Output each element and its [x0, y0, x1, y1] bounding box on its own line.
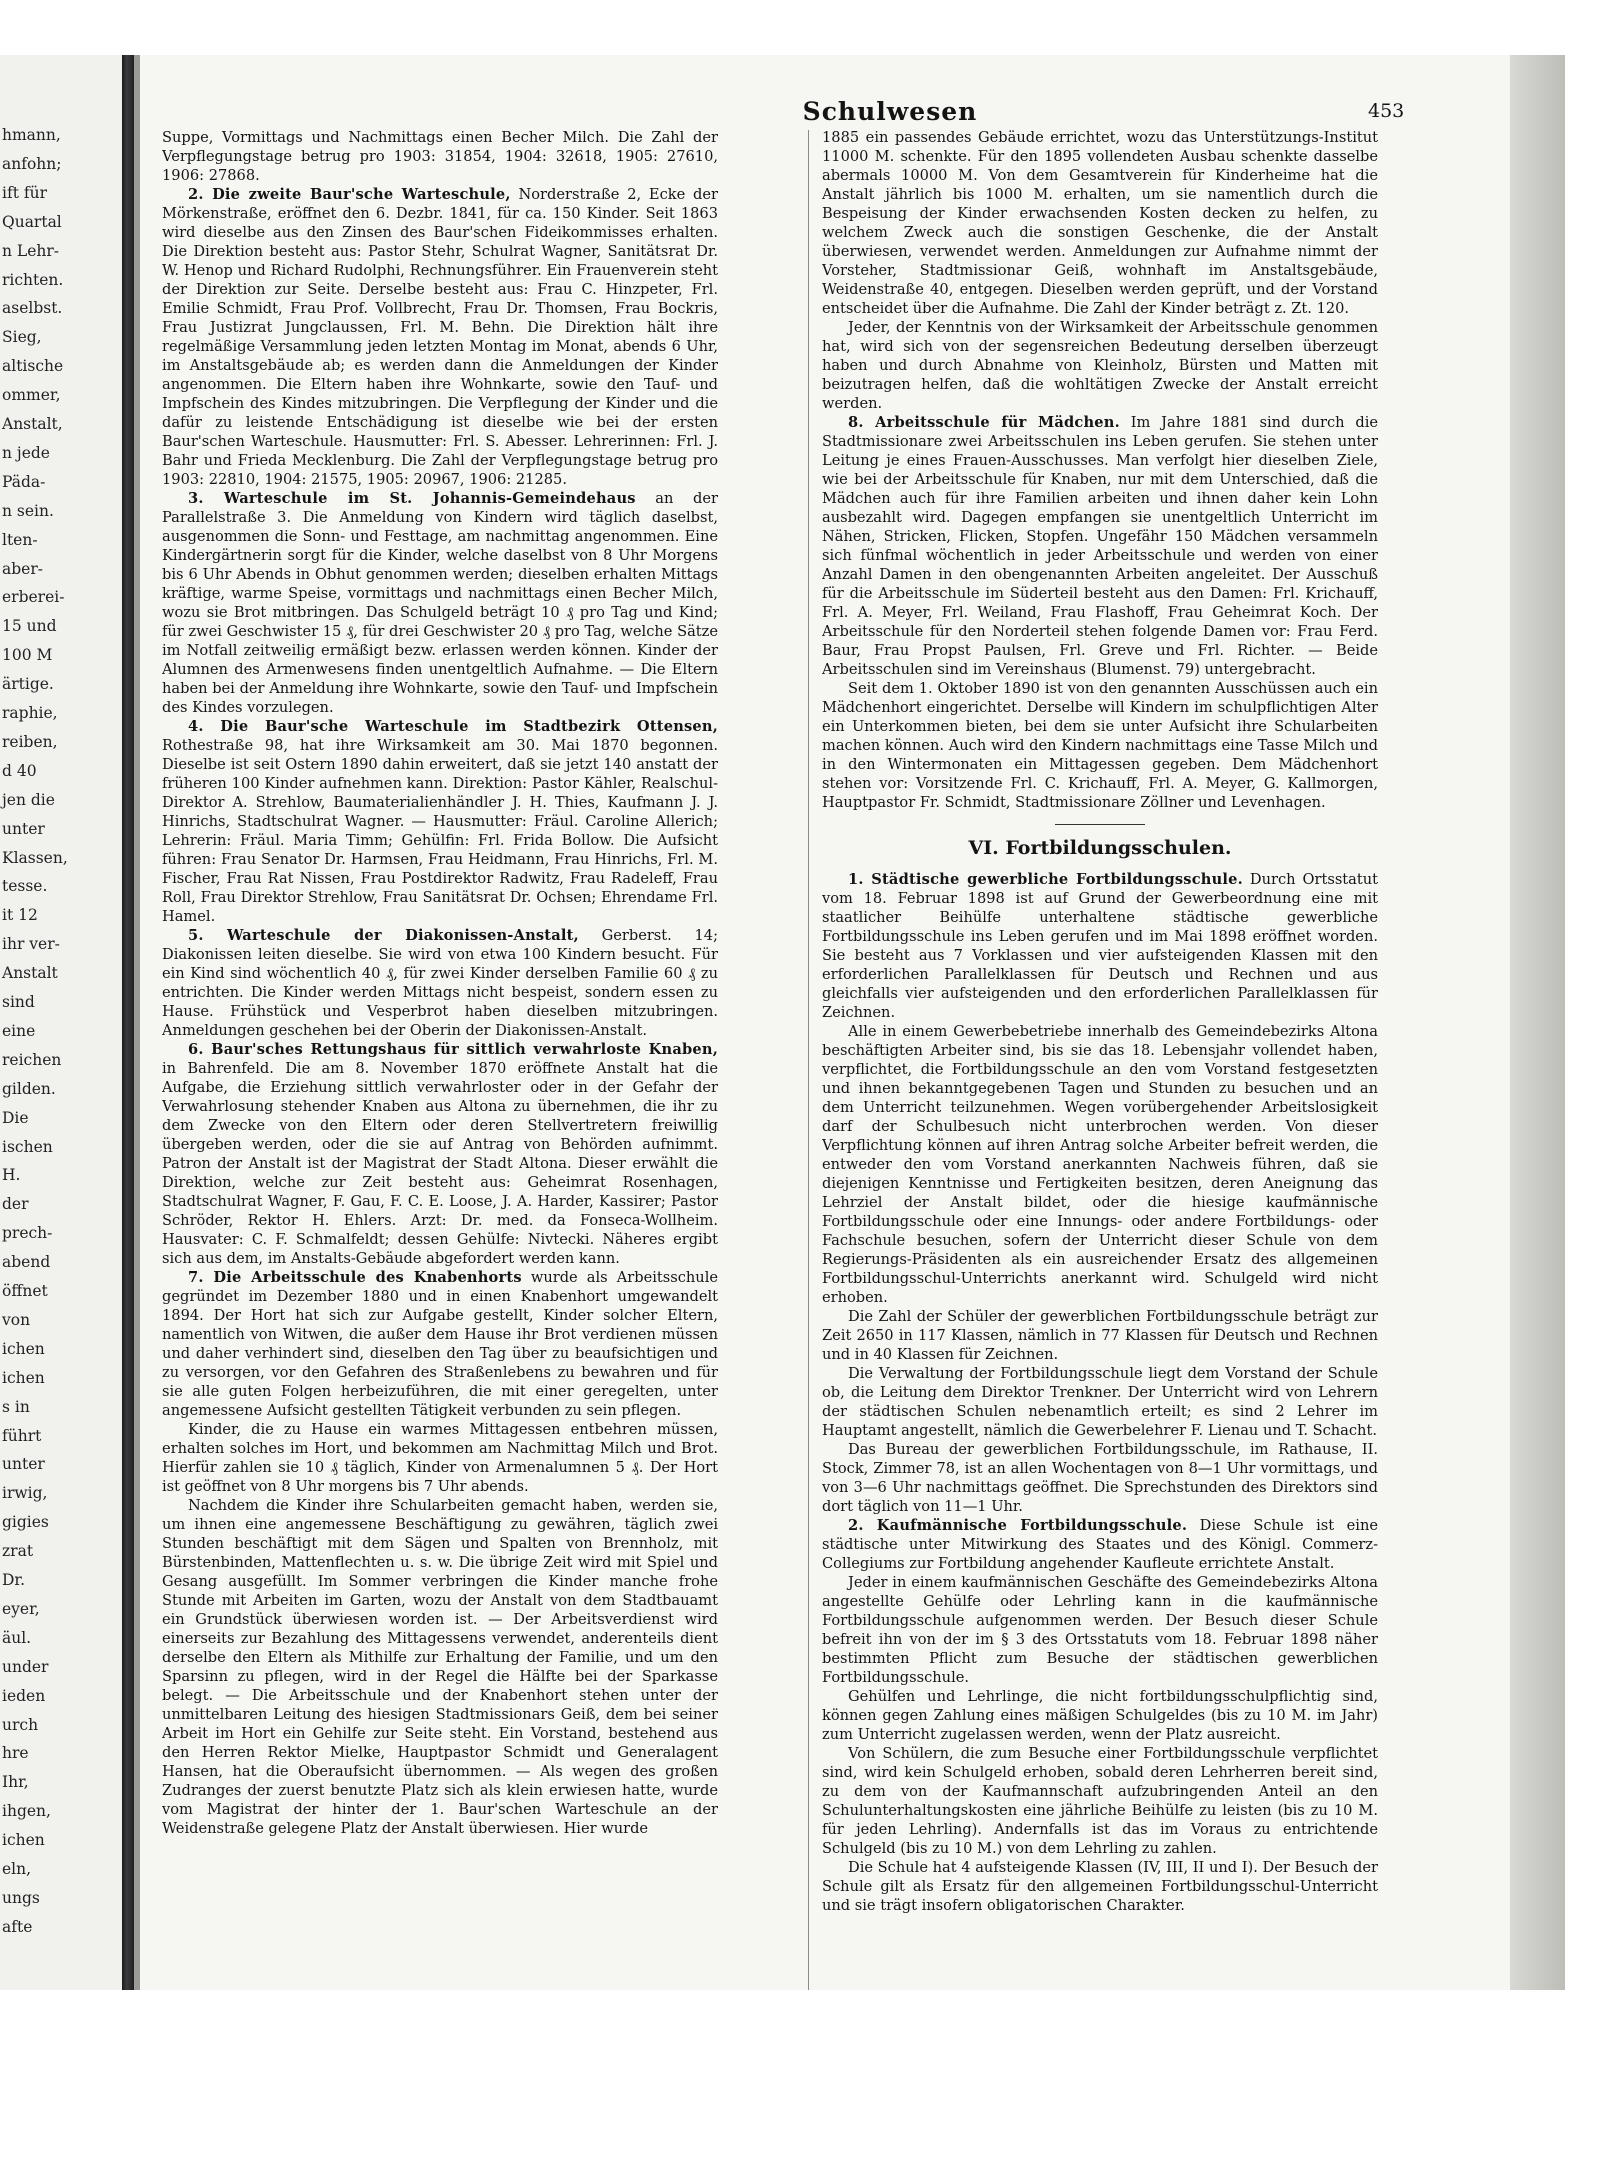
prev-page-fragment: ischen	[2, 1137, 53, 1156]
prev-page-fragment: Sieg,	[2, 328, 42, 347]
page-edge-right	[1510, 55, 1565, 1990]
paragraph	[162, 1496, 718, 1838]
paragraph	[822, 1307, 1378, 1364]
paragraph-heading: 2. Kaufmännische Fortbildungsschule.	[848, 1517, 1188, 1534]
paragraph-heading: 3. Warteschule im St. Johannis-Gemeindehaus	[188, 490, 636, 507]
prev-page-fragment: öffnet	[2, 1282, 48, 1300]
prev-page-fragment: n Lehr-	[2, 241, 60, 260]
prev-page-fragment: Klassen,	[2, 848, 68, 867]
paragraph-text: Durch Ortsstatut vom 18. Februar 1898 ist auf Grund der Gewerbeordnung eine mit staatlicher Beihülfe unterhaltene städtische gewerbliche Fortbildungsschule ins Leben gerufen und im Mai 1898 eröffnet worden. Sie besteht aus 7 Vorklassen und vier aufsteigenden Klassen mit den erforderlichen Parallelklassen für Deutsch und Rechnen und aus gleichfalls vier aufsteigenden und den erforderlichen Parallelklassen für Zeichnen.	[822, 871, 1378, 1021]
prev-page-fragment: aselbst.	[2, 299, 63, 318]
prev-page-fragment: eln,	[2, 1860, 32, 1878]
prev-page-fragment: gigies	[2, 1513, 49, 1532]
prev-page-fragment: äul.	[2, 1628, 32, 1647]
paragraph-text: Gerberst. 14; Diakonissen leiten dieselbe. Sie wird von etwa 100 Kindern besucht. Für ein Kind sind wöchentlich 40 ₰, für zwei Kinder derselben Familie 60 ₰ zu entrichten. Die Kinder werden Mittags nicht bespeist, sondern essen zu Hause. Frühstück und Vesperbrot haben dieselben mitzubringen. Anmeldungen geschehen bei der Oberin der Diakonissen-Anstalt.	[162, 927, 718, 1039]
prev-page-fragment: ärtige.	[2, 675, 54, 694]
paragraph-heading: 8. Arbeitsschule für Mädchen.	[848, 414, 1120, 431]
prev-page-fragment: under	[2, 1657, 49, 1676]
prev-page-fragment: lten-	[2, 530, 38, 549]
prev-page-fragment: irwig,	[2, 1484, 48, 1503]
prev-page-fragment: afte	[2, 1917, 33, 1936]
paragraph-text: Gehülfen und Lehrlinge, die nicht fortbildungsschulpflichtig sind, können gegen Zahlung eines mäßigen Schulgeldes (bis zu 10 M. im Jahr) zum Unterricht zugelassen werden, wenn der Platz ausreicht.	[822, 1688, 1378, 1743]
prev-page-fragment: it 12	[2, 906, 38, 925]
paragraph	[822, 1687, 1378, 1744]
prev-page-fragment: Päda-	[2, 472, 46, 491]
paragraph-text: Die Schule hat 4 aufsteigende Klassen (IV, III, II und I). Der Besuch der Schule gilt als Ersatz für den allgemeinen Fortbildungsschul-Unterricht und sie trägt insofern obligatorischen Charakter.	[822, 1859, 1378, 1914]
prev-page-fragment: ommer,	[2, 386, 61, 405]
prev-page-fragment: eyer,	[2, 1599, 40, 1618]
prev-page-fragment: H.	[2, 1166, 21, 1185]
paragraph-text: Diese Schule ist eine städtische unter Mitwirkung des Staates und des Königl. Commerz-Collegiums zur Fortbildung angehender Kaufleute errichtete Anstalt.	[822, 1517, 1378, 1572]
paragraph	[822, 413, 1378, 679]
prev-page-fragment: ift für	[2, 183, 47, 202]
prev-page-fragment: reiben,	[2, 732, 58, 751]
paragraph-text: Im Jahre 1881 sind durch die Stadtmissionare zwei Arbeitsschulen ins Leben gerufen. Sie stehen unter Leitung je eines Frauen-Ausschusses. Man verfolgt hier dieselben Ziele, wie bei der Arbeitsschule für Knaben, nur mit dem Unterschied, daß die Mädchen auch für ihre Familien arbeiten und ihnen daher kein Lohn ausbezahlt wird. Dagegen empfangen sie unentgeltlich Unterricht im Nähen, Stricken, Flicken, Stopfen. Ungefähr 150 Mädchen versammeln sich fünfmal wöchentlich in jeder Arbeitsschule und werden von einer Anzahl Damen in den obengenannten Arbeiten angeleitet. Der Ausschuß für die Arbeitsschule im Süderteil besteht aus den Damen: Frl. Krichauff, Frl. A. Meyer, Frl. Weiland, Frau Flashoff, Frau Geheimrat Koch. Der Arbeitsschule für den Norderteil stehen folgende Damen vor: Frau Ferd. Baur, Frau Propst Paulsen, Frl. Greve und Frl. Richter. — Beide Arbeitsschulen sind im Vereinshaus (Blumenst. 79) untergebracht.	[822, 414, 1378, 678]
paragraph-text: Die Zahl der Schüler der gewerblichen Fortbildungsschule beträgt zur Zeit 2650 in 117 Klassen, nämlich in 77 Klassen für Deutsch und Rechnen und in 40 Klassen für Zeichnen.	[822, 1308, 1378, 1363]
paragraph	[162, 1420, 718, 1496]
prev-page-fragment: erberei-	[2, 588, 65, 607]
paragraph	[822, 128, 1378, 318]
prev-page-fragment: Anstalt,	[2, 415, 63, 433]
paragraph	[162, 1040, 718, 1268]
prev-page-fragment: gilden.	[2, 1079, 56, 1098]
paragraph	[822, 1573, 1378, 1687]
paragraph-text: Rothestraße 98, hat ihre Wirksamkeit am 30. Mai 1870 begonnen. Dieselbe ist seit Ostern 1890 dahin erweitert, daß sie jetzt 140 anstatt der früheren 100 Kinder aufnehmen kann. Direktion: Pastor Kähler, Realschul-Direktor A. Strehlow, Baumaterialienhändler J. H. Thies, Kaufmann J. J. Hinrichs, Stadtschulrat Wagner. — Hausmutter: Fräul. Caroline Allerich; Lehrerin: Fräul. Maria Timm; Gehülfin: Frl. Frida Bollow. Die Aufsicht führen: Frau Senator Dr. Harmsen, Frau Heidmann, Frau Hinrichs, Frl. M. Fischer, Frau Rat Nissen, Frau Postdirektor Radwitz, Frau Radeleff, Frau Roll, Frau Direktor Strehlow, Frau Sanitätsrat Dr. Ochsen; Ehrendame Frl. Hamel.	[162, 737, 718, 925]
paragraph-heading: 2. Die zweite Baur'sche Warteschule,	[188, 186, 511, 203]
prev-page-fragment: jen die	[2, 790, 55, 809]
prev-page-fragment: Quartal	[2, 212, 62, 231]
previous-page-edge	[0, 55, 122, 1990]
book-gutter	[122, 55, 134, 1990]
paragraph-text: Suppe, Vormittags und Nachmittags einen Becher Milch. Die Zahl der Verpflegungstage betrug pro 1903: 31854, 1904: 32618, 1905: 27610, 1906: 27868.	[162, 129, 718, 184]
book-page	[140, 55, 1510, 1990]
paragraph-heading: 5. Warteschule der Diakonissen-Anstalt,	[188, 927, 579, 944]
prev-page-fragment: raphie,	[2, 704, 58, 722]
prev-page-fragment: richten.	[2, 270, 64, 289]
prev-page-fragment: d 40	[2, 761, 37, 780]
paragraph-text: Die Verwaltung der Fortbildungsschule liegt dem Vorstand der Schule ob, die Leitung dem Direktor Trenkner. Der Unterricht wird von Lehrern der städtischen Schulen nebenamtlich erteilt; es sind 2 Lehrer im Hauptamt angestellt, nämlich die Gewerbelehrer F. Lienau und T. Schacht.	[822, 1365, 1378, 1439]
prev-page-fragment: führt	[2, 1426, 42, 1445]
right-column	[822, 128, 1378, 1990]
paragraph	[822, 1022, 1378, 1307]
paragraph-text: Nachdem die Kinder ihre Schularbeiten gemacht haben, werden sie, um ihnen eine angemessene Beschäftigung zu gewähren, täglich zwei Stunden beschäftigt mit dem Sägen und Spalten von Brennholz, mit Bürstenbinden, Mattenflechten u. s. w. Die übrige Zeit wird mit Spiel und Gesang ausgefüllt. Im Sommer verbringen die Kinder manche frohe Stunde mit Arbeiten im Garten, wozu der Anstalt von dem Stadtbauamt ein Grundstück überwiesen worden ist. — Der Arbeitsverdienst wird einerseits zur Bezahlung des Mittagessens verwendet, anderenteils dient derselbe den Eltern als Mithilfe zur Erhaltung der Familie, und um den Sparsinn zu pflegen, wird in der Regel die Hälfte bei der Sparkasse belegt. — Die Arbeitsschule und der Knabenhort stehen unter der unmittelbaren Leitung des hiesigen Stadtmissionars Geiß, dem bei seiner Arbeit im Hort ein Gehilfe zur Seite steht. Ein Vorstand, bestehend aus den Herren Rektor Mielke, Hauptpastor Schmidt und Generalagent Hansen, hat die Oberaufsicht übernommen. — Als wegen des großen Zudranges der zuerst benutzte Platz sich als klein erwiesen hatte, wurde vom Magistrat der hinter der 1. Baur'schen Warteschule an der Weidenstraße gelegene Platz der Anstalt überwiesen. Hier wurde	[162, 1497, 718, 1837]
prev-page-fragment: hre	[2, 1744, 29, 1763]
paragraph-heading: 4. Die Baur'sche Warteschule im Stadtbezirk Ottensen,	[188, 718, 718, 735]
prev-page-fragment: zrat	[2, 1542, 34, 1561]
prev-page-fragment: s in	[2, 1397, 30, 1416]
prev-page-fragment: abend	[2, 1253, 51, 1272]
prev-page-fragment: 15 und	[2, 617, 57, 636]
prev-page-fragment: Ihr,	[2, 1773, 29, 1792]
left-column	[162, 128, 718, 1990]
prev-page-fragment: 100 M	[2, 646, 53, 665]
paragraph-text: wurde als Arbeitsschule gegründet im Dezember 1880 und in einen Knabenhort umgewandelt 1894. Der Hort hat sich zur Aufgabe gestellt, Kinder solcher Eltern, namentlich von Witwen, die außer dem Hause ihr Brot verdienen müssen und daher verhindert sind, dieselben den Tag über zu beaufsichtigen und zu versorgen, vor den Gefahren des Straßenlebens zu bewahren und für sie alle guten Folgen herbeizuführen, die mit einer geregelten, unter angemessene Aufsicht gestellten Tätigkeit verbunden zu sein pflegen.	[162, 1269, 718, 1419]
prev-page-fragment: ihgen,	[2, 1802, 51, 1821]
paragraph-text: Alle in einem Gewerbebetriebe innerhalb des Gemeindebezirks Altona beschäftigten Arbeiter sind, bis sie das 18. Lebensjahr vollendet haben, verpflichtet, die Fortbildungsschule an den vom Vorstand festgesetzten und ihnen bekanntgegebenen Tagen und Stunden zu besuchen und an dem Unterricht teilzunehmen. Wegen vorübergehender Arbeitslosigkeit darf der Schulbesuch nicht unterbrochen werden. Von dieser Verpflichtung können auf ihren Antrag solche Arbeiter befreit werden, die entweder den vom Vorstand anerkannten Nachweis führen, daß sie diejenigen Kenntnisse und Fertigkeiten besitzen, deren Aneignung das Lehrziel der Anstalt bildet, oder die hiesige kaufmännische Fortbildungsschule oder eine Innungs- oder andere Fortbildungs- oder Fachschule besuchen, sofern der Unterricht dieser Schule von dem Regierungs-Präsidenten als ein ausreichender Ersatz des allgemeinen Fortbildungsschul-Unterrichts anerkannt wird. Schulgeld wird nicht erhoben.	[822, 1023, 1378, 1306]
paragraph	[822, 318, 1378, 413]
paragraph-text: 1885 ein passendes Gebäude errichtet, wozu das Unterstützungs-Institut 11000 M. schenkte. Für den 1895 vollendeten Ausbau schenkte dasselbe abermals 10000 M. Von dem Gesamtverein für Kinderheime hat die Anstalt jährlich bis 1000 M. erhalten, um sie namentlich durch die Bespeisung der Kinder erwachsenden Kosten decken zu helfen, zu welchem Zweck auch die sonstigen Geschenke, die der Anstalt überwiesen, verwendet werden. Anmeldungen zur Aufnahme nimmt der Vorsteher, Stadtmissionar Geiß, wohnhaft im Anstaltsgebäude, Weidenstraße 40, entgegen. Dieselben werden geprüft, und der Vorstand entscheidet über die Aufnahme. Die Zahl der Kinder beträgt z. Zt. 120.	[822, 129, 1378, 317]
paragraph	[822, 870, 1378, 1022]
prev-page-fragment: Anstalt	[2, 964, 58, 983]
paragraph-text: Von Schülern, die zum Besuche einer Fortbildungsschule verpflichtet sind, wird kein Schulgeld erhoben, sobald deren Lehrherren bereit sind, zu dem von der Kaufmannschaft aufzubringenden Anteil an den Schulunterhaltungskosten eine jährliche Beihülfe zu leisten (bis zu 10 M. für jeden Lehrling). Andernfalls ist das im Voraus zu entrichtende Schulgeld (bis zu 10 M.) von dem Lehrling zu zahlen.	[822, 1745, 1378, 1857]
section-separator	[1055, 824, 1145, 825]
prev-page-fragment: ihr ver-	[2, 935, 60, 954]
paragraph	[162, 128, 718, 185]
prev-page-fragment: prech-	[2, 1224, 53, 1243]
prev-page-fragment: n jede	[2, 443, 50, 462]
prev-page-fragment: sind	[2, 993, 35, 1011]
paragraph	[162, 489, 718, 717]
prev-page-fragment: Die	[2, 1108, 29, 1127]
paragraph-text: in Bahrenfeld. Die am 8. November 1870 eröffnete Anstalt hat die Aufgabe, die Erziehung sittlich verwahrloster oder in der Gefahr der Verwahrlosung stehender Knaben aus Altona zu übernehmen, die ihr zu dem Zwecke von den Eltern oder deren Stellvertretern freiwillig übergeben werden, oder die sie auf Antrag von Behörden aufnimmt. Patron der Anstalt ist der Magistrat der Stadt Altona. Dieser erwählt die Direktion, welche zur Zeit besteht aus: Geheimrat Rosenhagen, Stadtschulrat Wagner, F. Gau, F. C. E. Loose, J. A. Harder, Kassirer; Pastor Schröder, Rektor H. Ehlers. Arzt: Dr. med. da Fonseca-Wollheim. Hausvater: C. F. Schmalfeldt; dessen Gehülfe: Nivtecki. Näheres ergibt sich aus dem, im Anstalts-Gebäude abgefordert werden kann.	[162, 1060, 718, 1267]
running-head: Schulwesen	[802, 97, 978, 126]
prev-page-fragment: anfohn;	[2, 154, 62, 173]
right-column-part-b	[822, 870, 1378, 1915]
paragraph	[162, 185, 718, 489]
prev-page-fragment: Dr.	[2, 1571, 26, 1589]
paragraph	[822, 1364, 1378, 1440]
paragraph-text: Norderstraße 2, Ecke der Mörkenstraße, eröffnet den 6. Dezbr. 1841, für ca. 150 Kinder. Seit 1863 wird dieselbe aus den Zinsen des Baur'schen Fideikommisses erhalten. Die Direktion besteht aus: Pastor Stehr, Schulrat Wagner, Sanitätsrat Dr. W. Henop und Richard Rudolphi, Rechnungsführer. Ein Frauenverein steht der Direktion zur Seite. Derselbe besteht aus: Frau C. Hinzpeter, Frl. Emilie Schmidt, Frau Prof. Vollbrecht, Frau Dr. Thomsen, Frau Bockris, Frau Justizrat Jungclaussen, Frl. M. Behn. Die Direktion hält ihre regelmäßige Versammlung jeden letzten Montag im Monat, abends 6 Uhr, im Anstaltsgebäude ab; es werden dann die Anmeldungen der Kinder angenommen. Die Eltern haben ihre Wohnkarte, sowie den Tauf- und Impfschein des Kindes mitzubringen. Die Verpflegung der Kinder und die dafür zu leistende Entschädigung ist dieselbe wie bei der ersten Baur'schen Warteschule. Hausmutter: Frl. S. Abesser. Lehrerinnen: Frl. J. Bahr und Frieda Mecklenburg. Die Zahl der Verpflegungstage betrug pro 1903: 22810, 1904: 21575, 1905: 20967, 1906: 21285.	[162, 186, 718, 488]
paragraph-heading: 1. Städtische gewerbliche Fortbildungsschule.	[848, 871, 1243, 888]
page-number: 453	[1368, 100, 1405, 122]
prev-page-fragment: reichen	[2, 1050, 62, 1069]
prev-page-fragment: ieden	[2, 1686, 46, 1705]
prev-page-fragment: unter	[2, 819, 45, 838]
paragraph	[162, 1268, 718, 1420]
prev-page-fragment: hmann,	[2, 126, 61, 144]
paragraph	[822, 1440, 1378, 1516]
paragraph	[822, 1858, 1378, 1915]
prev-page-fragment: altische	[2, 357, 64, 376]
prev-page-fragment: eine	[2, 1021, 36, 1040]
paragraph	[822, 1516, 1378, 1573]
paragraph-text: Seit dem 1. Oktober 1890 ist von den genannten Ausschüssen auch ein Mädchenhort eingerichtet. Derselbe will Kindern im schulpflichtigen Alter ein Unterkommen bieten, bei dem sie unter Aufsicht ihre Schularbeiten machen können. Auch wird den Kindern nachmittags eine Tasse Milch und in den Wintermonaten ein Mittagessen gegeben. Dem Mädchenhort stehen vor: Vorsitzende Frl. C. Krichauff, Frl. A. Meyer, G. Kallmorgen, Hauptpastor Fr. Schmidt, Stadtmissionare Zöllner und Levenhagen.	[822, 680, 1378, 811]
prev-page-fragment: n sein.	[2, 501, 54, 520]
column-divider	[808, 130, 809, 1990]
prev-page-fragment: urch	[2, 1715, 39, 1734]
prev-page-fragment: tesse.	[2, 877, 48, 896]
paragraph-text: Jeder in einem kaufmännischen Geschäfte des Gemeindebezirks Altona angestellte Gehülfe oder Lehrling kann in die kaufmännische Fortbildungsschule aufgenommen werden. Der Besuch dieser Schule befreit ihn von der im § 3 des Ortsstatuts vom 18. Februar 1898 näher bestimmten Pflicht zum Besuche der städtischen gewerblichen Fortbildungsschule.	[822, 1574, 1378, 1686]
paragraph	[162, 717, 718, 926]
paragraph	[822, 1744, 1378, 1858]
prev-page-fragment: ichen	[2, 1339, 45, 1358]
paragraph-heading: 6. Baur'sches Rettungshaus für sittlich verwahrloste Knaben,	[188, 1041, 718, 1058]
section-title: VI. Fortbildungsschulen.	[968, 837, 1232, 859]
paragraph-text: Kinder, die zu Hause ein warmes Mittagessen entbehren müssen, erhalten solches im Hort, und bekommen am Nachmittag Milch und Brot. Hierfür zahlen sie 10 ₰ täglich, Kinder von Armenalumnen 5 ₰. Der Hort ist geöffnet von 8 Uhr morgens bis 7 Uhr abends.	[162, 1421, 718, 1495]
prev-page-fragment: ichen	[2, 1368, 45, 1387]
paragraph	[162, 926, 718, 1040]
paragraph-text: an der Parallelstraße 3. Die Anmeldung von Kindern wird täglich daselbst, ausgenommen die Sonn- und Festtage, am nachmittag angenommen. Eine Kindergärtnerin sorgt für die Kinder, welche daselbst von 8 Uhr Morgens bis 6 Uhr Abends in Obhut genommen werden; dieselben erhalten Mittags kräftige, warme Speise, vormittags und nachmittags einen Becher Milch, wozu sie Brot mitbringen. Das Schulgeld beträgt 10 ₰ pro Tag und Kind; für zwei Geschwister 15 ₰, für drei Geschwister 20 ₰ pro Tag, welche Sätze im Notfall zeitweilig ermäßigt bezw. erlassen werden können. Kinder der Alumnen des Armenwesens finden unentgeltlich Aufnahme. — Die Eltern haben bei der Anmeldung ihre Wohnkarte, sowie den Tauf- und Impfschein des Kindes vorzulegen.	[162, 490, 718, 716]
right-column-part-a	[822, 128, 1378, 812]
paragraph-heading: 7. Die Arbeitsschule des Knabenhorts	[188, 1269, 522, 1286]
prev-page-fragment: von	[2, 1310, 31, 1329]
prev-page-fragment: unter	[2, 1455, 45, 1474]
paragraph-text: Das Bureau der gewerblichen Fortbildungsschule, im Rathause, II. Stock, Zimmer 78, ist an allen Wochentagen von 8—1 Uhr vormittags, und von 3—6 Uhr nachmittags geöffnet. Die Sprechstunden des Direktors sind dort täglich von 11—1 Uhr.	[822, 1441, 1378, 1515]
prev-page-fragment: ichen	[2, 1831, 45, 1850]
paragraph	[822, 679, 1378, 812]
prev-page-fragment: aber-	[2, 559, 43, 578]
prev-page-fragment: ungs	[2, 1888, 40, 1907]
paragraph-text: Jeder, der Kenntnis von der Wirksamkeit der Arbeitsschule genommen hat, wird sich von der segensreichen Bedeutung derselben überzeugt haben und durch Abnahme von Kleinholz, Bürsten und Matten mit beizutragen helfen, daß die wohltätigen Zwecke der Anstalt erreicht werden.	[822, 319, 1378, 412]
prev-page-fragment: der	[2, 1195, 29, 1214]
